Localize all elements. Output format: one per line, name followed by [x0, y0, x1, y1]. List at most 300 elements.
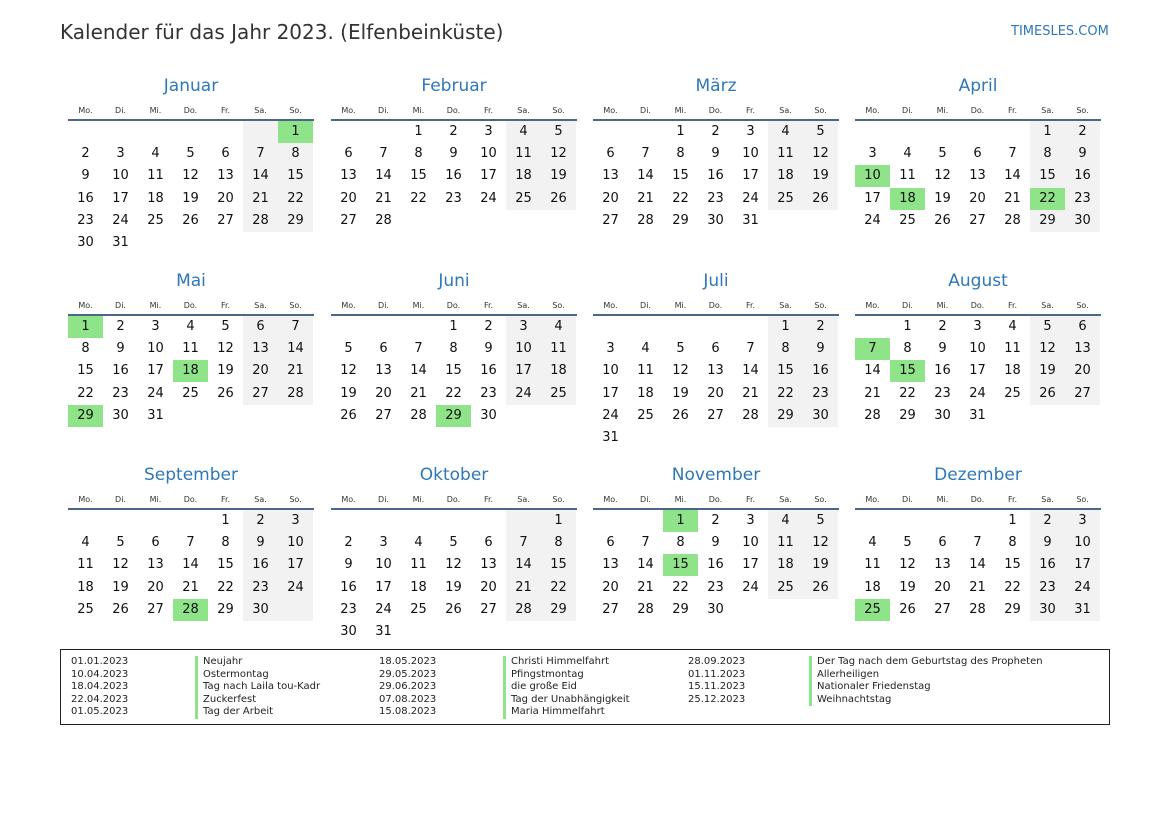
day-cell: 28	[515, 601, 532, 617]
day-cell: 28	[864, 407, 881, 423]
day-cell: 9	[256, 535, 265, 551]
weekday-label: Di.	[115, 495, 126, 504]
day-cell: 15	[550, 557, 567, 573]
day-cell: 12	[340, 363, 357, 379]
day-cell: 12	[812, 535, 829, 551]
day-cell: 17	[742, 168, 759, 184]
day-cell: 10	[515, 341, 532, 357]
day-cell: 11	[515, 146, 532, 162]
day-cell: 8	[676, 535, 685, 551]
day-cell: 16	[934, 363, 951, 379]
day-cell: 4	[781, 513, 790, 528]
day-cell: 25	[77, 601, 94, 617]
weekday-label: Di.	[378, 301, 389, 310]
day-cell: 9	[938, 341, 947, 357]
holiday-name: Tag der Arbeit	[195, 706, 273, 719]
day-cell: 15	[217, 557, 234, 573]
weekday-label: Mo.	[865, 495, 880, 504]
day-cell: 4	[81, 535, 90, 551]
day-cell: 26	[812, 190, 829, 206]
month-name: Juni	[438, 271, 470, 291]
day-cell: 9	[1043, 535, 1052, 551]
day-cell: 20	[934, 579, 951, 595]
day-cell: 26	[812, 579, 829, 595]
day-cell: 24	[112, 212, 129, 228]
day-cell: 30	[77, 235, 94, 250]
day-cell: 20	[375, 385, 392, 401]
month-name: September	[144, 465, 238, 485]
day-cell: 16	[707, 168, 724, 184]
day-cell: 8	[414, 146, 423, 162]
day-cell: 11	[899, 168, 916, 184]
day-cell: 17	[287, 557, 304, 573]
weekday-label: Sa.	[254, 301, 267, 310]
day-cell: 3	[746, 124, 755, 139]
day-cell: 24	[864, 212, 881, 228]
day-cell: 21	[182, 579, 199, 595]
weekday-label: Di.	[902, 495, 913, 504]
day-cell: 24	[147, 385, 164, 401]
holiday-day-cell: 7	[855, 338, 890, 360]
day-cell: 13	[602, 557, 619, 573]
holiday-date: 01.11.2023	[688, 668, 746, 680]
day-cell: 18	[864, 579, 881, 595]
day-cell: 27	[480, 601, 497, 617]
day-cell: 21	[742, 385, 759, 401]
day-cell: 19	[112, 579, 129, 595]
holiday-day-cell: 10	[855, 165, 890, 187]
day-cell: 18	[515, 168, 532, 184]
day-cell: 30	[340, 624, 357, 639]
weekday-label: Do.	[970, 301, 985, 310]
weekday-label: Sa.	[517, 106, 530, 115]
day-cell: 12	[550, 146, 567, 162]
weekday-label: Mi.	[149, 301, 162, 310]
holiday-day-cell: 25	[855, 599, 890, 621]
day-cell: 27	[602, 212, 619, 228]
weekday-label: Mi.	[412, 495, 425, 504]
day-cell: 13	[340, 168, 357, 184]
weekday-label: Sa.	[779, 495, 792, 504]
day-cell: 2	[711, 124, 720, 139]
day-cell: 4	[414, 535, 423, 551]
day-cell: 30	[112, 407, 129, 423]
weekday-label: Mi.	[674, 106, 687, 115]
day-cell: 17	[864, 190, 881, 206]
weekday-label: Sa.	[254, 495, 267, 504]
day-cell: 22	[77, 385, 94, 401]
weekday-label: Sa.	[1041, 106, 1054, 115]
day-cell: 14	[410, 363, 427, 379]
day-cell: 28	[410, 407, 427, 423]
weekday-label: Fr.	[1007, 106, 1018, 115]
day-cell: 12	[217, 341, 234, 357]
day-cell: 21	[515, 579, 532, 595]
weekday-label: Sa.	[1041, 495, 1054, 504]
day-cell: 21	[1004, 190, 1021, 206]
weekday-label: Fr.	[483, 495, 494, 504]
weekday-label: So.	[289, 106, 302, 115]
day-cell: 23	[707, 190, 724, 206]
day-cell: 2	[449, 124, 458, 139]
day-cell: 14	[864, 363, 881, 379]
day-cell: 31	[602, 430, 619, 445]
day-cell: 28	[637, 601, 654, 617]
day-cell: 15	[1039, 168, 1056, 184]
day-cell: 7	[256, 146, 265, 162]
month-name: Juli	[703, 271, 729, 291]
day-cell: 31	[1074, 601, 1091, 617]
day-cell: 9	[484, 341, 493, 357]
weekday-label: Mo.	[78, 495, 93, 504]
day-cell: 15	[287, 168, 304, 184]
day-cell: 5	[938, 146, 947, 162]
day-cell: 25	[515, 190, 532, 206]
weekday-label: Mo.	[341, 301, 356, 310]
holiday-day-cell: 1	[663, 510, 698, 532]
holiday-name: Maria Himmelfahrt	[503, 706, 605, 719]
weekday-label: Di.	[902, 106, 913, 115]
day-cell: 20	[480, 579, 497, 595]
day-cell: 19	[899, 579, 916, 595]
holiday-name: Der Tag nach dem Geburtstag des Propheten	[809, 656, 1043, 669]
day-cell: 24	[480, 190, 497, 206]
day-cell: 8	[1043, 146, 1052, 162]
weekday-label: Fr.	[220, 301, 231, 310]
day-cell: 8	[1008, 535, 1017, 551]
day-cell: 8	[676, 146, 685, 162]
day-cell: 2	[816, 319, 825, 334]
month-juli	[593, 271, 839, 457]
day-cell: 7	[414, 341, 423, 357]
day-cell: 31	[969, 407, 986, 423]
day-cell: 22	[410, 190, 427, 206]
day-cell: 6	[221, 146, 230, 162]
day-cell: 4	[781, 124, 790, 139]
day-cell: 14	[252, 168, 269, 184]
weekday-label: Di.	[640, 106, 651, 115]
day-cell: 13	[707, 363, 724, 379]
day-cell: 28	[375, 212, 392, 228]
day-cell: 3	[151, 319, 160, 334]
day-cell: 5	[816, 124, 825, 139]
weekday-label: So.	[289, 301, 302, 310]
month-name: Dezember	[934, 465, 1022, 485]
day-cell: 3	[1078, 513, 1087, 528]
day-cell: 12	[1039, 341, 1056, 357]
day-cell: 19	[217, 363, 234, 379]
day-cell: 6	[151, 535, 160, 551]
day-cell: 18	[1004, 363, 1021, 379]
day-cell: 8	[449, 341, 458, 357]
day-cell: 20	[1074, 363, 1091, 379]
month-dezember	[855, 465, 1101, 651]
weekday-label: Di.	[902, 301, 913, 310]
day-cell: 3	[519, 319, 528, 334]
weekday-label: So.	[814, 495, 827, 504]
day-cell: 30	[252, 601, 269, 617]
day-cell: 30	[812, 407, 829, 423]
holiday-name: Ostermontag	[195, 669, 269, 682]
weekday-label: So.	[1076, 106, 1089, 115]
holiday-name: Weihnachtstag	[809, 694, 891, 707]
day-cell: 27	[1074, 385, 1091, 401]
weekday-label: Mo.	[603, 495, 618, 504]
weekday-label: So.	[814, 106, 827, 115]
weekday-label: So.	[1076, 495, 1089, 504]
day-cell: 26	[217, 385, 234, 401]
weekday-label: Do.	[183, 495, 198, 504]
day-cell: 13	[969, 168, 986, 184]
day-cell: 20	[602, 190, 619, 206]
day-cell: 16	[445, 168, 462, 184]
day-cell: 14	[515, 557, 532, 573]
day-cell: 11	[147, 168, 164, 184]
holiday-day-cell: 15	[663, 554, 698, 576]
month-mai	[68, 271, 314, 457]
month-januar	[68, 76, 314, 262]
day-cell: 17	[602, 385, 619, 401]
day-cell: 21	[410, 385, 427, 401]
day-cell: 5	[344, 341, 353, 357]
weekday-label: Do.	[183, 301, 198, 310]
day-cell: 24	[602, 407, 619, 423]
day-cell: 8	[291, 146, 300, 162]
day-cell: 25	[410, 601, 427, 617]
day-cell: 2	[344, 535, 353, 551]
day-cell: 4	[186, 319, 195, 334]
weekday-label: Di.	[640, 301, 651, 310]
holiday-day-cell: 18	[890, 188, 925, 210]
day-cell: 18	[77, 579, 94, 595]
day-cell: 3	[868, 146, 877, 162]
day-cell: 5	[676, 341, 685, 357]
day-cell: 6	[973, 146, 982, 162]
weekday-label: Di.	[378, 495, 389, 504]
day-cell: 17	[375, 579, 392, 595]
day-cell: 5	[554, 124, 563, 139]
day-cell: 3	[116, 146, 125, 162]
day-cell: 16	[252, 557, 269, 573]
weekday-label: Do.	[708, 301, 723, 310]
day-cell: 15	[445, 363, 462, 379]
day-cell: 18	[410, 579, 427, 595]
weekday-label: Mo.	[865, 106, 880, 115]
weekday-label: Fr.	[220, 495, 231, 504]
day-cell: 27	[217, 212, 234, 228]
day-cell: 19	[550, 168, 567, 184]
day-cell: 1	[414, 124, 423, 139]
day-cell: 21	[287, 363, 304, 379]
day-cell: 28	[287, 385, 304, 401]
day-cell: 23	[112, 385, 129, 401]
weekday-label: Mo.	[341, 106, 356, 115]
day-cell: 14	[637, 168, 654, 184]
day-cell: 16	[340, 579, 357, 595]
holiday-name: Christi Himmelfahrt	[503, 656, 609, 669]
day-cell: 26	[899, 601, 916, 617]
day-cell: 1	[1043, 124, 1052, 139]
holiday-list	[60, 649, 1110, 725]
day-cell: 3	[291, 513, 300, 528]
month-oktober	[331, 465, 577, 651]
day-cell: 10	[742, 535, 759, 551]
day-cell: 16	[480, 363, 497, 379]
day-cell: 8	[554, 535, 563, 551]
day-cell: 18	[637, 385, 654, 401]
month-name: Mai	[176, 271, 206, 291]
day-cell: 24	[287, 579, 304, 595]
holiday-date: 22.04.2023	[71, 693, 129, 705]
day-cell: 17	[1074, 557, 1091, 573]
day-cell: 30	[707, 601, 724, 617]
weekday-label: Sa.	[779, 106, 792, 115]
day-cell: 19	[812, 168, 829, 184]
day-cell: 16	[707, 557, 724, 573]
day-cell: 28	[637, 212, 654, 228]
holiday-name: Pfingstmontag	[503, 669, 584, 682]
day-cell: 18	[147, 190, 164, 206]
day-cell: 17	[112, 190, 129, 206]
day-cell: 14	[182, 557, 199, 573]
day-cell: 19	[445, 579, 462, 595]
day-cell: 4	[868, 535, 877, 551]
month-name: April	[958, 76, 998, 96]
day-cell: 28	[1004, 212, 1021, 228]
holiday-date: 10.04.2023	[71, 668, 129, 680]
day-cell: 12	[812, 146, 829, 162]
weekday-label: Di.	[640, 495, 651, 504]
day-cell: 3	[746, 513, 755, 528]
day-cell: 24	[375, 601, 392, 617]
day-cell: 27	[707, 407, 724, 423]
day-cell: 10	[480, 146, 497, 162]
month-juni	[331, 271, 577, 457]
day-cell: 11	[77, 557, 94, 573]
day-cell: 21	[637, 190, 654, 206]
day-cell: 1	[1008, 513, 1017, 528]
day-cell: 4	[519, 124, 528, 139]
day-cell: 21	[252, 190, 269, 206]
holiday-name: Zuckerfest	[195, 694, 256, 707]
weekday-label: Sa.	[779, 301, 792, 310]
day-cell: 4	[554, 319, 563, 334]
brand-link[interactable]: TIMESLES.COM	[1011, 24, 1109, 39]
day-cell: 10	[375, 557, 392, 573]
day-cell: 30	[1074, 212, 1091, 228]
holiday-date: 29.06.2023	[379, 681, 437, 693]
weekday-label: So.	[552, 301, 565, 310]
month-name: Januar	[163, 76, 219, 96]
weekday-label: Do.	[446, 106, 461, 115]
weekday-label: Mo.	[341, 495, 356, 504]
day-cell: 7	[186, 535, 195, 551]
day-cell: 22	[445, 385, 462, 401]
day-cell: 14	[287, 341, 304, 357]
day-cell: 19	[812, 557, 829, 573]
day-cell: 27	[340, 212, 357, 228]
weekday-label: Do.	[446, 495, 461, 504]
weekday-label: Mi.	[936, 495, 949, 504]
weekday-label: Mo.	[865, 301, 880, 310]
day-cell: 12	[672, 363, 689, 379]
weekday-label: Fr.	[483, 301, 494, 310]
day-cell: 20	[147, 579, 164, 595]
day-cell: 6	[379, 341, 388, 357]
day-cell: 7	[1008, 146, 1017, 162]
day-cell: 4	[151, 146, 160, 162]
month-februar	[331, 76, 577, 262]
day-cell: 15	[1004, 557, 1021, 573]
day-cell: 20	[707, 385, 724, 401]
day-cell: 25	[899, 212, 916, 228]
month-name: Oktober	[419, 465, 489, 485]
day-cell: 29	[672, 212, 689, 228]
day-cell: 16	[812, 363, 829, 379]
day-cell: 13	[375, 363, 392, 379]
day-cell: 11	[637, 363, 654, 379]
day-cell: 6	[1078, 319, 1087, 334]
day-cell: 30	[707, 212, 724, 228]
weekday-label: Sa.	[517, 495, 530, 504]
day-cell: 22	[672, 190, 689, 206]
day-cell: 6	[938, 535, 947, 551]
month-april	[855, 76, 1101, 262]
day-cell: 14	[969, 557, 986, 573]
day-cell: 25	[637, 407, 654, 423]
day-cell: 31	[742, 212, 759, 228]
holiday-date: 01.05.2023	[71, 706, 129, 718]
weekday-label: Mo.	[78, 106, 93, 115]
day-cell: 23	[252, 579, 269, 595]
page-title: Kalender für das Jahr 2023. (Elfenbeinküste)	[60, 20, 504, 44]
weekday-label: Mi.	[149, 495, 162, 504]
day-cell: 17	[742, 557, 759, 573]
weekday-label: Mi.	[674, 301, 687, 310]
day-cell: 8	[903, 341, 912, 357]
day-cell: 9	[711, 535, 720, 551]
weekday-label: Sa.	[254, 106, 267, 115]
month-name: Februar	[421, 76, 487, 96]
day-cell: 17	[480, 168, 497, 184]
day-cell: 7	[519, 535, 528, 551]
weekday-label: Do.	[708, 106, 723, 115]
holiday-name: Neujahr	[195, 656, 242, 669]
day-cell: 16	[1039, 557, 1056, 573]
day-cell: 13	[934, 557, 951, 573]
day-cell: 6	[344, 146, 353, 162]
day-cell: 29	[1039, 212, 1056, 228]
day-cell: 13	[602, 168, 619, 184]
day-cell: 12	[445, 557, 462, 573]
month-november	[593, 465, 839, 651]
day-cell: 29	[287, 212, 304, 228]
holiday-date: 01.01.2023	[71, 656, 129, 667]
day-cell: 10	[112, 168, 129, 184]
holiday-name: Tag nach Laila tou-Kadr	[195, 681, 320, 694]
day-cell: 24	[742, 579, 759, 595]
weekday-label: Do.	[708, 495, 723, 504]
day-cell: 18	[777, 168, 794, 184]
day-cell: 13	[1074, 341, 1091, 357]
weekday-label: Mi.	[936, 106, 949, 115]
day-cell: 23	[340, 601, 357, 617]
day-cell: 12	[899, 557, 916, 573]
day-cell: 22	[287, 190, 304, 206]
holiday-day-cell: 29	[68, 405, 103, 427]
day-cell: 23	[812, 385, 829, 401]
day-cell: 22	[550, 579, 567, 595]
